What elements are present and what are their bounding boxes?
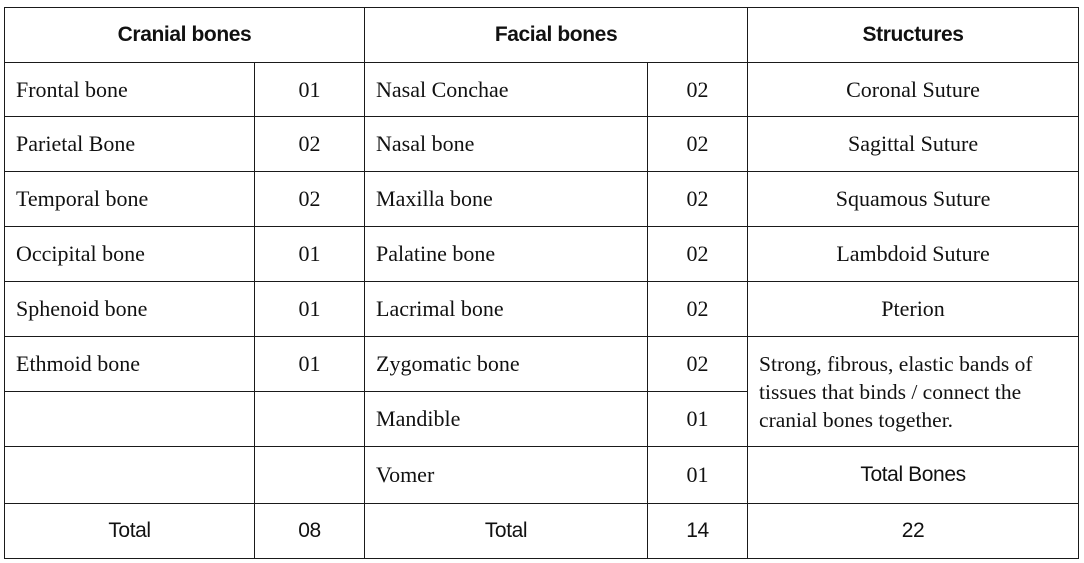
structure-name: Pterion [748, 282, 1079, 337]
cranial-bone-name [5, 447, 255, 504]
structure-name: Squamous Suture [748, 172, 1079, 227]
bones-table [4, 7, 1079, 559]
facial-bone-count: 02 [648, 172, 748, 227]
cranial-bone-name [5, 392, 255, 447]
table-row [5, 117, 1079, 172]
facial-bone-name: Nasal Conchae [365, 63, 648, 117]
facial-bone-count: 02 [648, 337, 748, 392]
facial-total-label: Total [365, 504, 648, 559]
table-row [5, 447, 1079, 504]
cranial-total-value: 08 [255, 504, 365, 559]
facial-bone-name: Vomer [365, 447, 648, 504]
facial-bone-count: 01 [648, 447, 748, 504]
table-row [5, 227, 1079, 282]
facial-bone-count: 02 [648, 63, 748, 117]
cranial-bone-count: 02 [255, 172, 365, 227]
cranial-bone-count [255, 392, 365, 447]
structure-name: Sagittal Suture [748, 117, 1079, 172]
structure-name: Coronal Suture [748, 63, 1079, 117]
cranial-bone-name: Frontal bone [5, 63, 255, 117]
cranial-bone-count: 01 [255, 227, 365, 282]
cranial-bone-name: Ethmoid bone [5, 337, 255, 392]
total-bones-value: 22 [748, 504, 1079, 559]
totals-row [5, 504, 1079, 559]
suture-description: Strong, fibrous, elastic bands of tissues that binds / connect the cranial bones together. [748, 337, 1079, 447]
cranial-bone-name: Sphenoid bone [5, 282, 255, 337]
cranial-bone-count: 02 [255, 117, 365, 172]
structures-header: Structures [748, 8, 1079, 63]
facial-total-value: 14 [648, 504, 748, 559]
table-row [5, 282, 1079, 337]
facial-bone-name: Mandible [365, 392, 648, 447]
facial-header: Facial bones [365, 8, 748, 63]
facial-bone-name: Nasal bone [365, 117, 648, 172]
cranial-bone-name: Parietal Bone [5, 117, 255, 172]
table-row [5, 63, 1079, 117]
cranial-bone-name: Occipital bone [5, 227, 255, 282]
cranial-header: Cranial bones [5, 8, 365, 63]
facial-bone-count: 02 [648, 117, 748, 172]
facial-bone-count: 01 [648, 392, 748, 447]
cranial-total-label: Total [5, 504, 255, 559]
cranial-bone-name: Temporal bone [5, 172, 255, 227]
cranial-bone-count [255, 447, 365, 504]
facial-bone-count: 02 [648, 282, 748, 337]
total-bones-label: Total Bones [748, 447, 1079, 504]
facial-bone-name: Zygomatic bone [365, 337, 648, 392]
cranial-bone-count: 01 [255, 63, 365, 117]
table-row [5, 337, 1079, 392]
header-row [5, 8, 1079, 63]
table-row [5, 172, 1079, 227]
facial-bone-name: Maxilla bone [365, 172, 648, 227]
facial-bone-count: 02 [648, 227, 748, 282]
cranial-bone-count: 01 [255, 337, 365, 392]
structure-name: Lambdoid Suture [748, 227, 1079, 282]
facial-bone-name: Lacrimal bone [365, 282, 648, 337]
facial-bone-name: Palatine bone [365, 227, 648, 282]
cranial-bone-count: 01 [255, 282, 365, 337]
